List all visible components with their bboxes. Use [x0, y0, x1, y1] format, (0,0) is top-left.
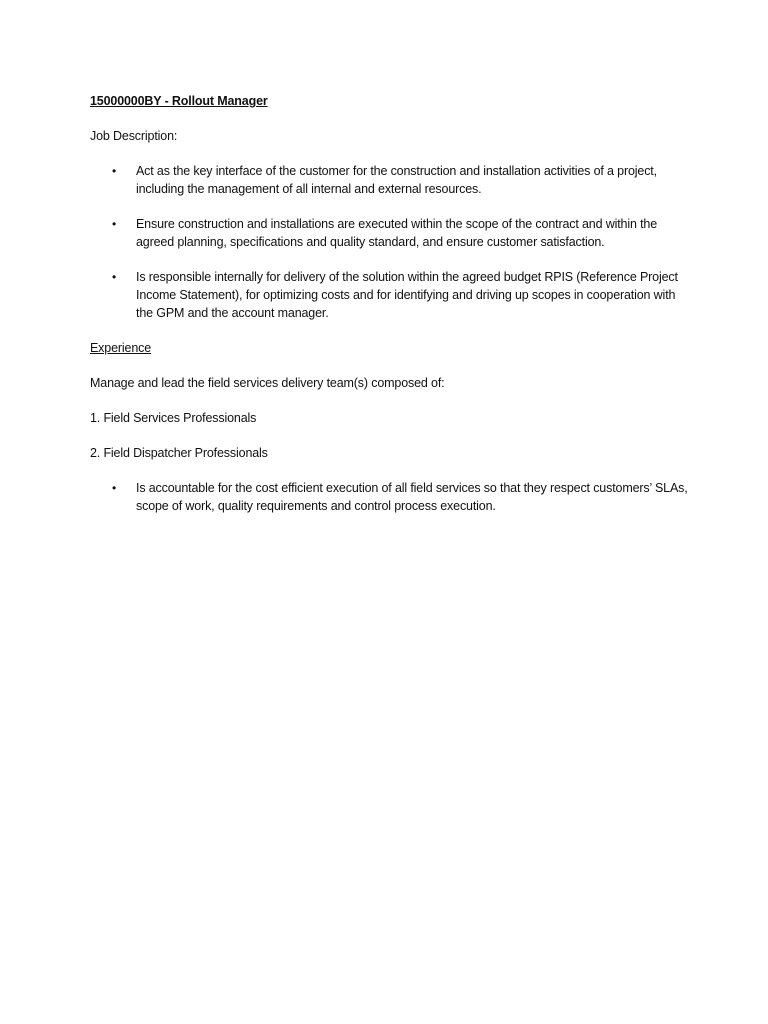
list-item	[90, 479, 690, 515]
experience-list	[90, 479, 690, 515]
job-description-label: Job Description:	[90, 129, 178, 143]
list-item	[90, 162, 690, 198]
list-item	[90, 268, 690, 322]
document-page	[90, 92, 690, 532]
bullet-icon: •	[112, 217, 117, 231]
numbered-item: 1. Field Services Professionals	[90, 411, 257, 425]
bullet-icon: •	[112, 164, 117, 178]
list-item-text: Act as the key interface of the customer for the construction and installation activities of a project, including the management of all internal and external resources.	[136, 164, 657, 196]
list-item-text: Ensure construction and installations are executed within the scope of the contract and within the agreed planning, specifications and quality standard, and ensure customer satisfaction.	[136, 217, 658, 249]
numbered-item: 2. Field Dispatcher Professionals	[90, 446, 268, 460]
experience-heading: Experience	[90, 341, 152, 355]
list-item-text: Is accountable for the cost efficient execution of all field services so that they respect customers’ SLAs, scope of work, quality requirements and control process execution.	[136, 481, 688, 513]
bullet-icon: •	[112, 270, 117, 284]
list-item-text: Is responsible internally for delivery of the solution within the agreed budget RPIS (Reference Project Income Statement), for optimizing costs and for identifying and driving up scopes in cooperation with the GPM and the account manager.	[136, 270, 678, 320]
bullet-icon: •	[112, 481, 117, 495]
job-description-list	[90, 162, 690, 322]
experience-intro: Manage and lead the field services delivery team(s) composed of:	[90, 376, 445, 390]
document-title: 15000000BY - Rollout Manager	[90, 94, 268, 108]
list-item	[90, 215, 690, 251]
